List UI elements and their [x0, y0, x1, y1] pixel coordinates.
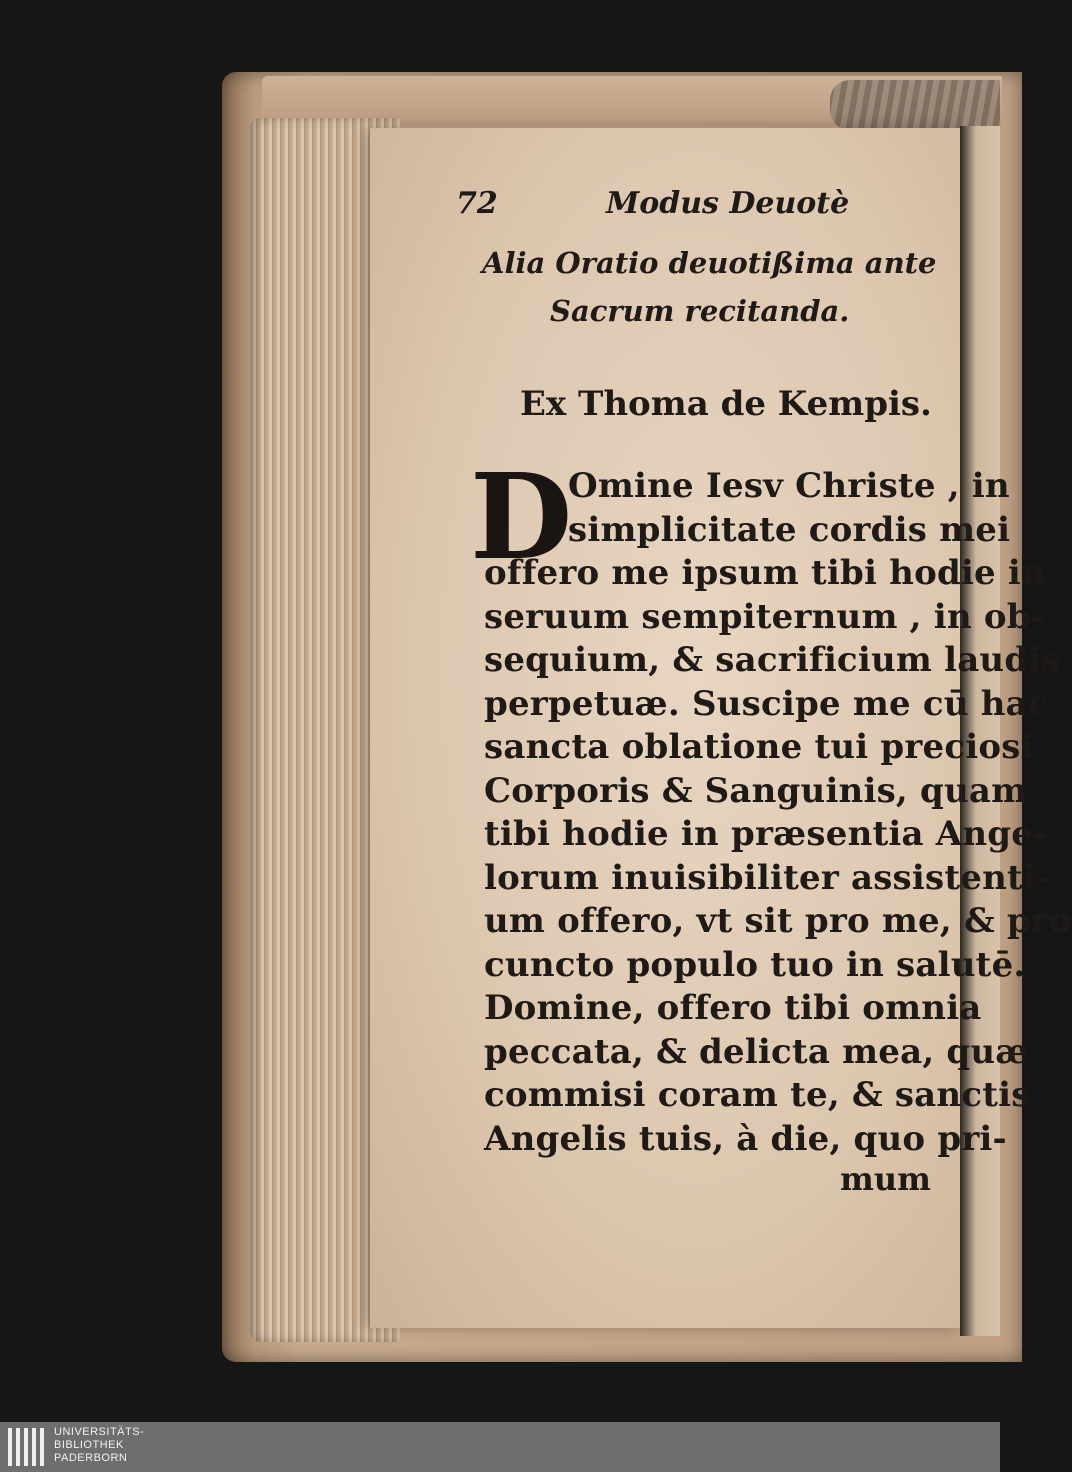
logo-line-2: BIBLIOTHEK: [54, 1439, 124, 1451]
prayer-heading-line-1: Alia Oratio deuotißima ante: [482, 246, 937, 280]
text-line: um offero, vt sit pro me, & pro: [484, 901, 1072, 941]
drop-cap: D: [470, 447, 573, 586]
running-title: Modus Deuotè: [606, 186, 850, 221]
page-number: 72: [456, 186, 498, 221]
text-line: sequium, & sacrificium laudis: [484, 640, 1061, 680]
library-logo-text: [54, 1426, 144, 1465]
text-line: tibi hodie in præsentia Ange-: [484, 814, 1048, 854]
text-line: offero me ipsum tibi hodie in: [484, 553, 1046, 593]
text-line: perpetuæ. Suscipe me cū hac: [484, 683, 1049, 724]
text-line: Corporis & Sanguinis, quam: [484, 770, 1028, 811]
text-line: Domine, offero tibi omnia: [484, 988, 982, 1028]
text-line: Angelis tuis, à die, quo pri-: [484, 1118, 1007, 1159]
source-attribution: Ex Thoma de Kempis.: [520, 384, 932, 424]
text-line: cuncto populo tuo in salutē.: [484, 944, 1026, 985]
text-line: seruum sempiternum , in ob-: [484, 596, 1045, 637]
logo-line-3: PADERBORN: [54, 1452, 128, 1464]
text-line: peccata, & delicta mea, quæ: [484, 1031, 1029, 1072]
text-line: lorum inuisibiliter assistenti-: [484, 857, 1051, 898]
library-logo-icon: [8, 1428, 48, 1466]
catchword: mum: [840, 1160, 931, 1198]
prayer-heading-line-2: Sacrum recitanda.: [550, 294, 850, 328]
logo-line-1: UNIVERSITÄTS-: [54, 1426, 145, 1438]
text-line: sancta oblatione tui preciosi: [484, 727, 1034, 767]
text-line: Omine Iesv Christe , in: [568, 466, 1010, 506]
library-footer: [0, 1422, 1000, 1472]
binding-cord: [830, 80, 1000, 130]
text-line: simplicitate cordis mei: [568, 509, 1011, 550]
text-line: commisi coram te, & sanctis: [484, 1075, 1031, 1115]
